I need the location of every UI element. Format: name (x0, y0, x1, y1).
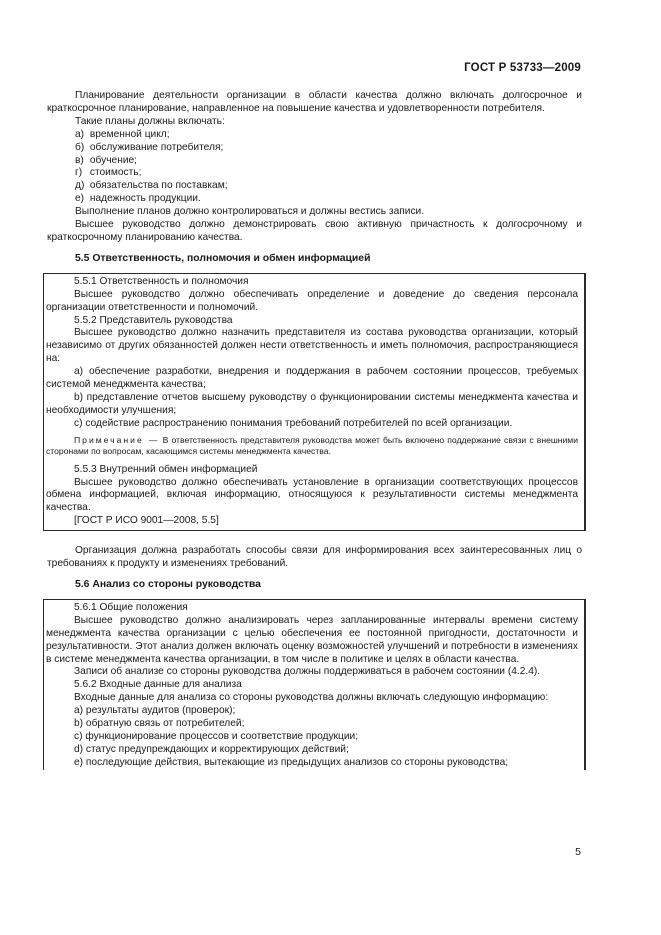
subsection-heading: 5.6.2 Входные данные для анализа (74, 679, 242, 691)
list-item: d) статус предупреждающих и корректирующих действий; (74, 743, 349, 755)
note: Примечание — В ответственность представителя руководства может быть включено поддержание связи с внешними сторонами по вопросам, касающимся системы менеджмента качества. (46, 434, 578, 457)
list-item: б) обслуживание потребителя; (75, 141, 224, 153)
subsection-heading: 5.5.3 Внутренний обмен информацией (74, 463, 258, 475)
paragraph: Записи об анализе со стороны руководства должны поддерживаться в рабочем состоянии (4.2.4). (74, 666, 541, 678)
list-item: в) обучение; (75, 154, 138, 166)
paragraph: Высшее руководство должно обеспечивать установление в организации соответствующих процессов обмена информацией, включая информацию, относящуюся к результативности системы менеджмента качества. (46, 476, 578, 514)
list-item: b) обратную связь от потребителей; (74, 718, 245, 730)
intro-paragraph: Планирование деятельности организации в области качества должно включать долгосрочное и краткосрочное планирование, направленное на повышение качества и удовлетворенности потребителя. (47, 90, 582, 114)
section-title-5-6: 5.6 Анализ со стороны руководства (75, 579, 261, 590)
paragraph: Высшее руководство должно назначить представителя из состава руководства организации, который независимо от других обязанностей должен нести ответственность и иметь полномочия, распространяющиеся на: (46, 327, 578, 365)
quoted-block-5-6 (43, 599, 586, 770)
section-title-5-5: 5.5 Ответственность, полномочия и обмен информацией (75, 252, 371, 264)
subsection-heading: 5.5.1 Ответственность и полномочия (74, 275, 249, 287)
list-item: г) стоимость; (75, 167, 142, 179)
list-item: д) обязательства по поставкам; (75, 180, 228, 192)
communication-paragraph: Организация должна разработать способы связи для информирования всех заинтересованных лиц о требованиях к продукту и изменениях требований. (47, 545, 582, 570)
subsection-heading: 5.6.1 Общие положения (74, 601, 188, 613)
paragraph: Высшее руководство должно анализировать через запланированные интервалы времени систему менеджмента качества организации с целью обеспечения ее постоянной пригодности, достаточности и результативности. Этот анализ должен включать оценку возможностей улучшений и потребности в изменениях в системе менеджмента качества организации, в том числе в политике и целях в области качества. (46, 614, 578, 665)
page-number: 5 (575, 846, 581, 858)
reference: [ГОСТ Р ИСО 9001—2008, 5.5] (74, 515, 219, 527)
list-item: е) надежность продукции. (75, 193, 201, 205)
plans-intro: Такие планы должны включать: (75, 115, 225, 127)
list-item: e) последующие действия, вытекающие из предыдущих анализов со стороны руководства; (74, 756, 509, 768)
list-item: а) временной цикл; (75, 128, 170, 140)
paragraph: Входные данные для анализа со стороны руководства должны включать следующую информацию: (74, 692, 549, 704)
paragraph: Высшее руководство должно обеспечивать определение и доведение до сведения персонала организации ответственности и полномочий. (46, 288, 578, 313)
list-item: a) обеспечение разработки, внедрения и поддержания в рабочем состоянии процессов, требуемых системой менеджмента качества; (46, 366, 578, 391)
top-management-paragraph: Высшее руководство должно демонстрировать свою активную причастность к долгосрочному и краткосрочному планированию качества. (47, 219, 582, 243)
subsection-heading: 5.5.2 Представитель руководства (74, 314, 233, 326)
list-item: c) функционирование процессов и соответствие продукции; (74, 730, 359, 742)
page-body (47, 90, 582, 770)
control-paragraph: Выполнение планов должно контролироваться и должны вестись записи. (75, 206, 425, 218)
quoted-block-5-5 (43, 273, 586, 531)
document-code: ГОСТ Р 53733—2009 (464, 62, 581, 74)
list-item: c) содействие распространению понимания требований потребителей по всей организации. (74, 417, 513, 429)
list-item: b) представление отчетов высшему руководству о функционировании системы менеджмента качества и необходимости улучшения; (46, 391, 578, 416)
plans-list (47, 129, 582, 206)
list-item: a) результаты аудитов (проверок); (74, 705, 236, 717)
